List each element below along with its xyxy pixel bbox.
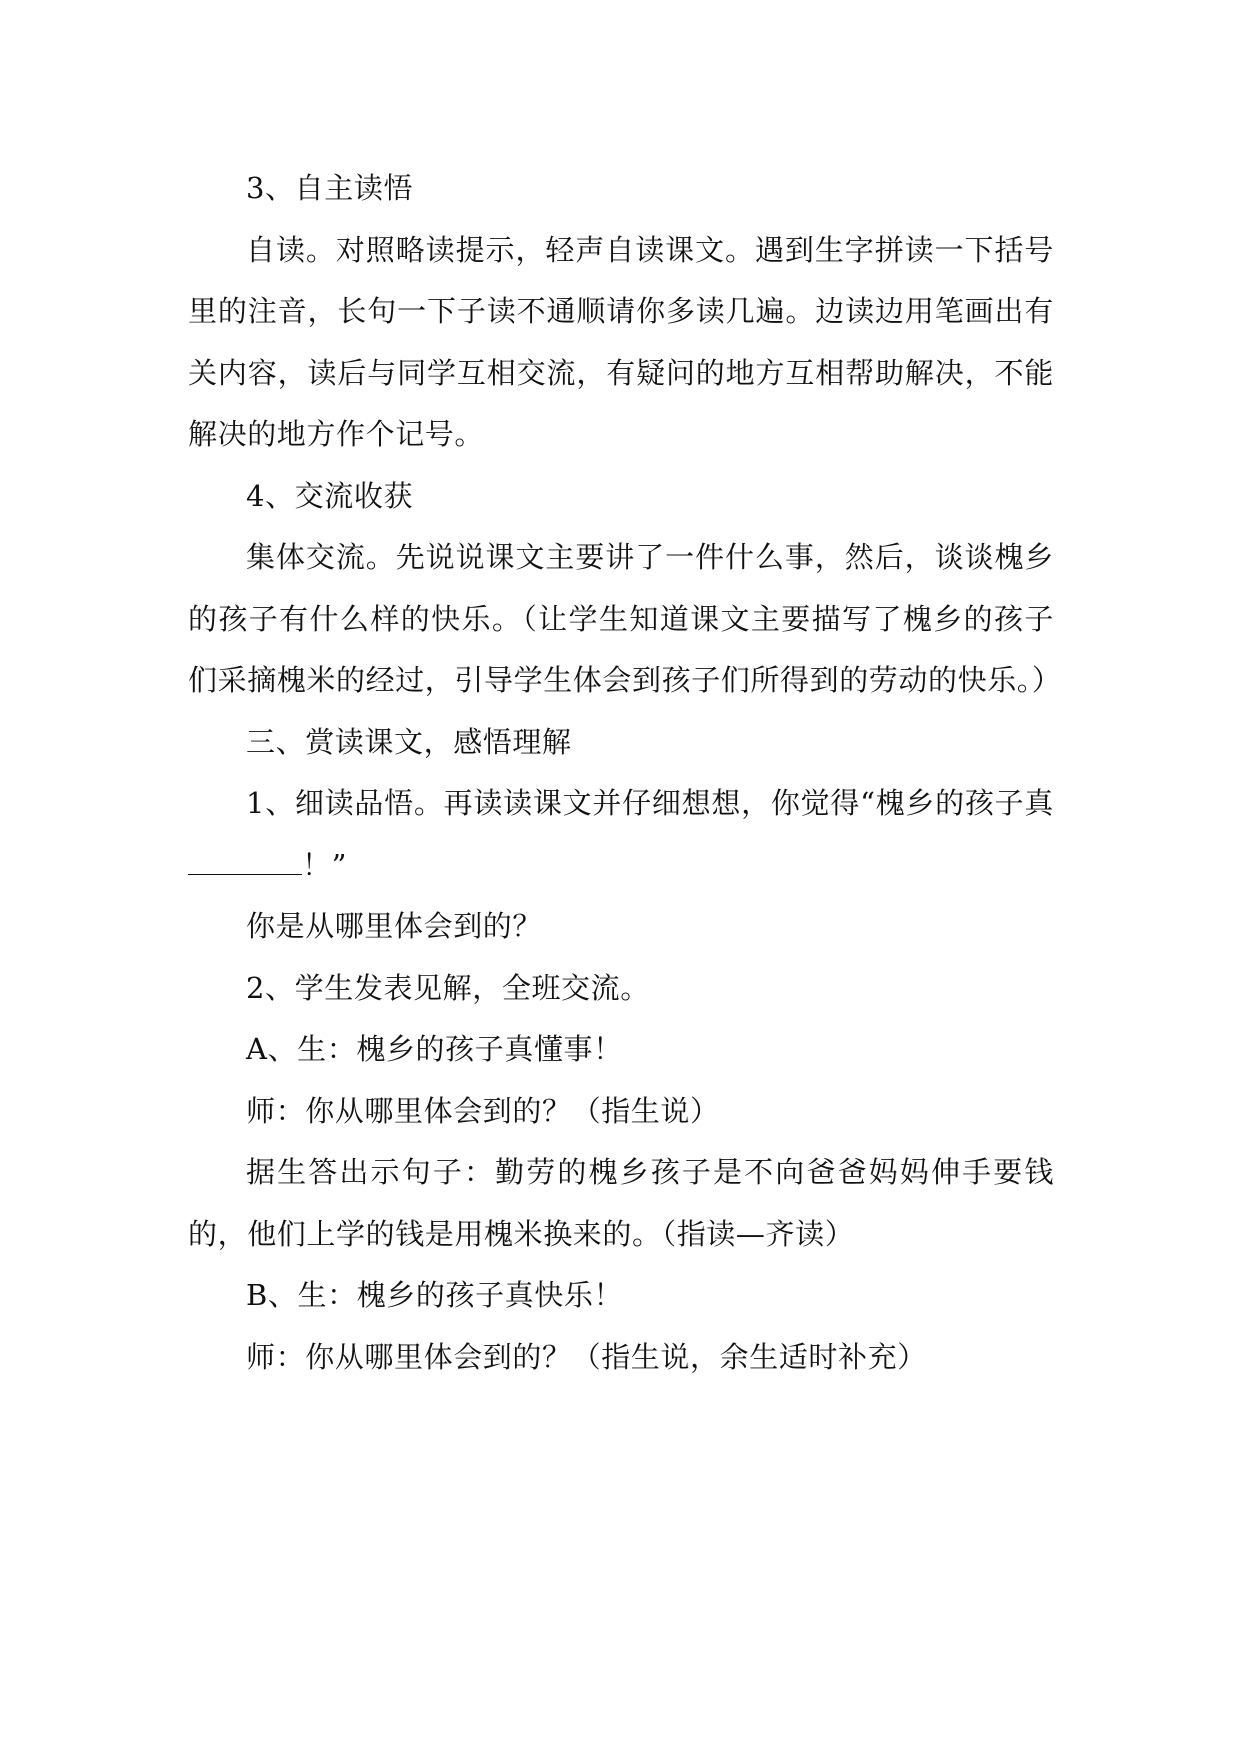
paragraph-self-reading-instructions: 自读。对照略读提示，轻声自读课文。遇到生字拼读一下括号里的注音，长句一下子读不通顺请你多读几遍。边读边用笔画出有关内容，读后与同学互相交流，有疑问的地方互相帮助解决，不能解决的地方作个记号。 <box>188 232 1054 451</box>
document-body <box>188 158 1062 1388</box>
paragraph-teacher-a: 师：你从哪里体会到的？（指生说） <box>246 1093 720 1128</box>
paragraph-student-a: A、生：槐乡的孩子真懂事！ <box>246 1032 623 1066</box>
close-reading-question-text: 1、细读品悟。再读读课文并仔细想想，你觉得“槐乡的孩子真 <box>246 786 1054 820</box>
heading-share-gains: 4、交流收获 <box>246 478 414 513</box>
paragraph-where-understood: 你是从哪里体会到的？ <box>246 909 543 943</box>
fill-in-blank-line <box>188 844 302 875</box>
paragraph-student-b: B、生：槐乡的孩子真快乐！ <box>246 1278 624 1312</box>
close-reading-question-ending: ！” <box>302 847 348 882</box>
heading-students-share: 2、学生发表见解，全班交流。 <box>246 970 650 1005</box>
paragraph-close-reading-question <box>188 773 1054 896</box>
paragraph-group-discussion: 集体交流。先说说课文主要讲了一件什么事，然后，谈谈槐乡的孩子有什么样的快乐。（让学生知道课文主要描写了槐乡的孩子们采摘槐米的经过，引导学生体会到孩子们所得到的劳动的快乐。） <box>188 540 1062 697</box>
paragraph-show-sentence: 据生答出示句子：勤劳的槐乡孩子是不向爸爸妈妈伸手要钱的，他们上学的钱是用槐米换来的。（指读—齐读） <box>188 1155 1054 1251</box>
heading-self-reading: 3、自主读悟 <box>246 171 414 205</box>
paragraph-teacher-b: 师：你从哪里体会到的？（指生说，余生适时补充） <box>246 1339 927 1374</box>
heading-appreciate-text: 三、赏读课文，感悟理解 <box>246 724 572 759</box>
